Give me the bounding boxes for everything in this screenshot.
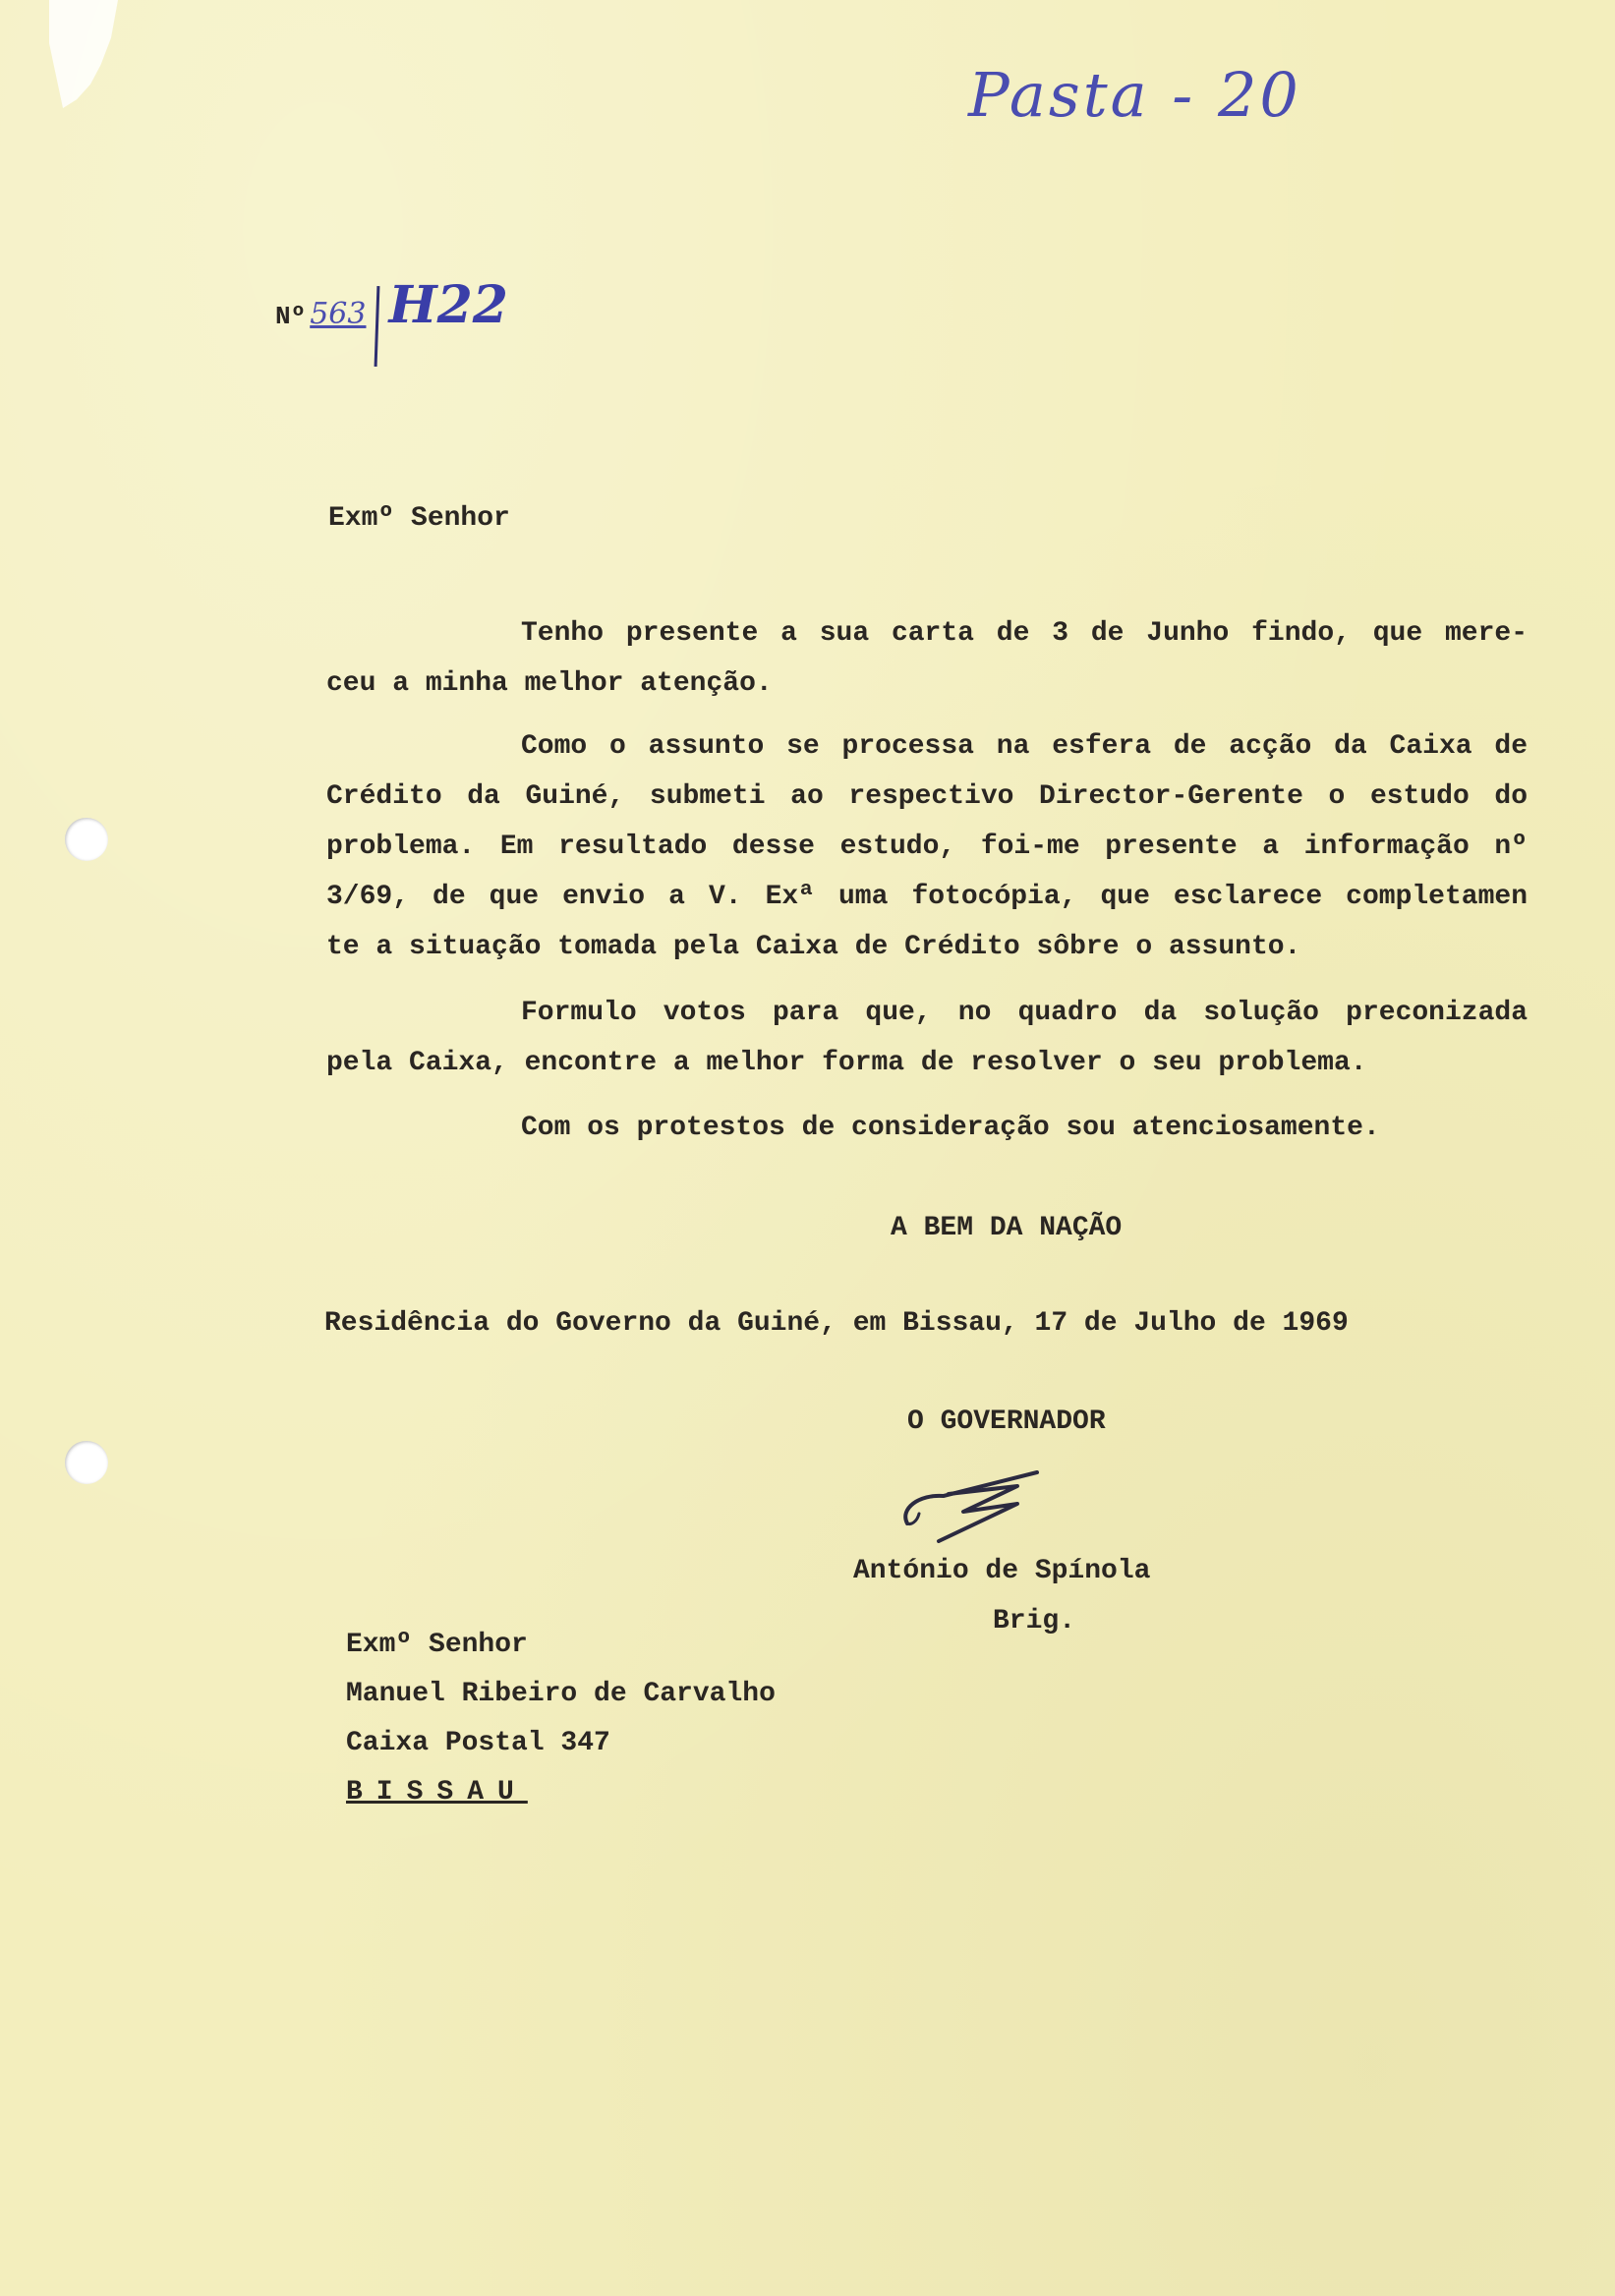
paragraph-line: problema. Em resultado desse estudo, foi-me presente a informação nº (326, 832, 1528, 862)
paragraph-line: 3/69, de que envio a V. Exª uma fotocópia, que esclarece completamen (326, 882, 1528, 912)
paragraph-3 (326, 988, 1528, 1088)
addressee-salutation: Exmº Senhor (346, 1630, 528, 1660)
paragraph-line: pela Caixa, encontre a melhor forma de resolver o seu problema. (326, 1048, 1367, 1078)
torn-corner (49, 0, 118, 108)
paragraph-line: Tenho presente a sua carta de 3 de Junho findo, que mere- (521, 618, 1528, 649)
paragraph-line: Formulo votos para que, no quadro da solução preconizada (521, 998, 1528, 1028)
addressee-postal-box: Caixa Postal 347 (346, 1728, 610, 1758)
handwritten-folder-note: Pasta - 20 (968, 59, 1301, 131)
punch-hole (65, 1441, 108, 1484)
paragraph-2 (326, 721, 1528, 972)
salutation: Exmº Senhor (328, 503, 510, 534)
paragraph-1 (326, 608, 1528, 709)
paragraph-line: Como o assunto se processa na esfera de acção da Caixa de (521, 731, 1528, 762)
paragraph-line: Crédito da Guiné, submeti ao respectivo Director-Gerente o estudo do (326, 781, 1528, 812)
paragraph-line: te a situação tomada pela Caixa de Crédito sôbre o assunto. (326, 932, 1301, 962)
paragraph-line: ceu a minha melhor atenção. (326, 668, 773, 699)
addressee-name: Manuel Ribeiro de Carvalho (346, 1679, 776, 1709)
signatory-name: António de Spínola (853, 1556, 1151, 1586)
date-line: Residência do Governo da Guiné, em Bissau, 17 de Julho de 1969 (324, 1308, 1349, 1339)
signatory-rank: Brig. (993, 1606, 1076, 1636)
reference-divider (375, 286, 380, 367)
signatory-role: O GOVERNADOR (907, 1406, 1106, 1437)
addressee-city: BISSAU (346, 1777, 528, 1808)
paragraph-4 (326, 1103, 1528, 1153)
punch-hole (65, 818, 108, 861)
paragraph-line: Com os protestos de consideração sou atenciosamente. (521, 1113, 1380, 1143)
reference-code-handwritten: H22 (388, 275, 508, 335)
reference-number (275, 251, 508, 335)
signature-mark (890, 1464, 1057, 1543)
reference-prefix: Nº (275, 302, 307, 331)
reference-number-handwritten: 563 (310, 297, 367, 331)
closing-motto: A BEM DA NAÇÃO (891, 1213, 1123, 1243)
